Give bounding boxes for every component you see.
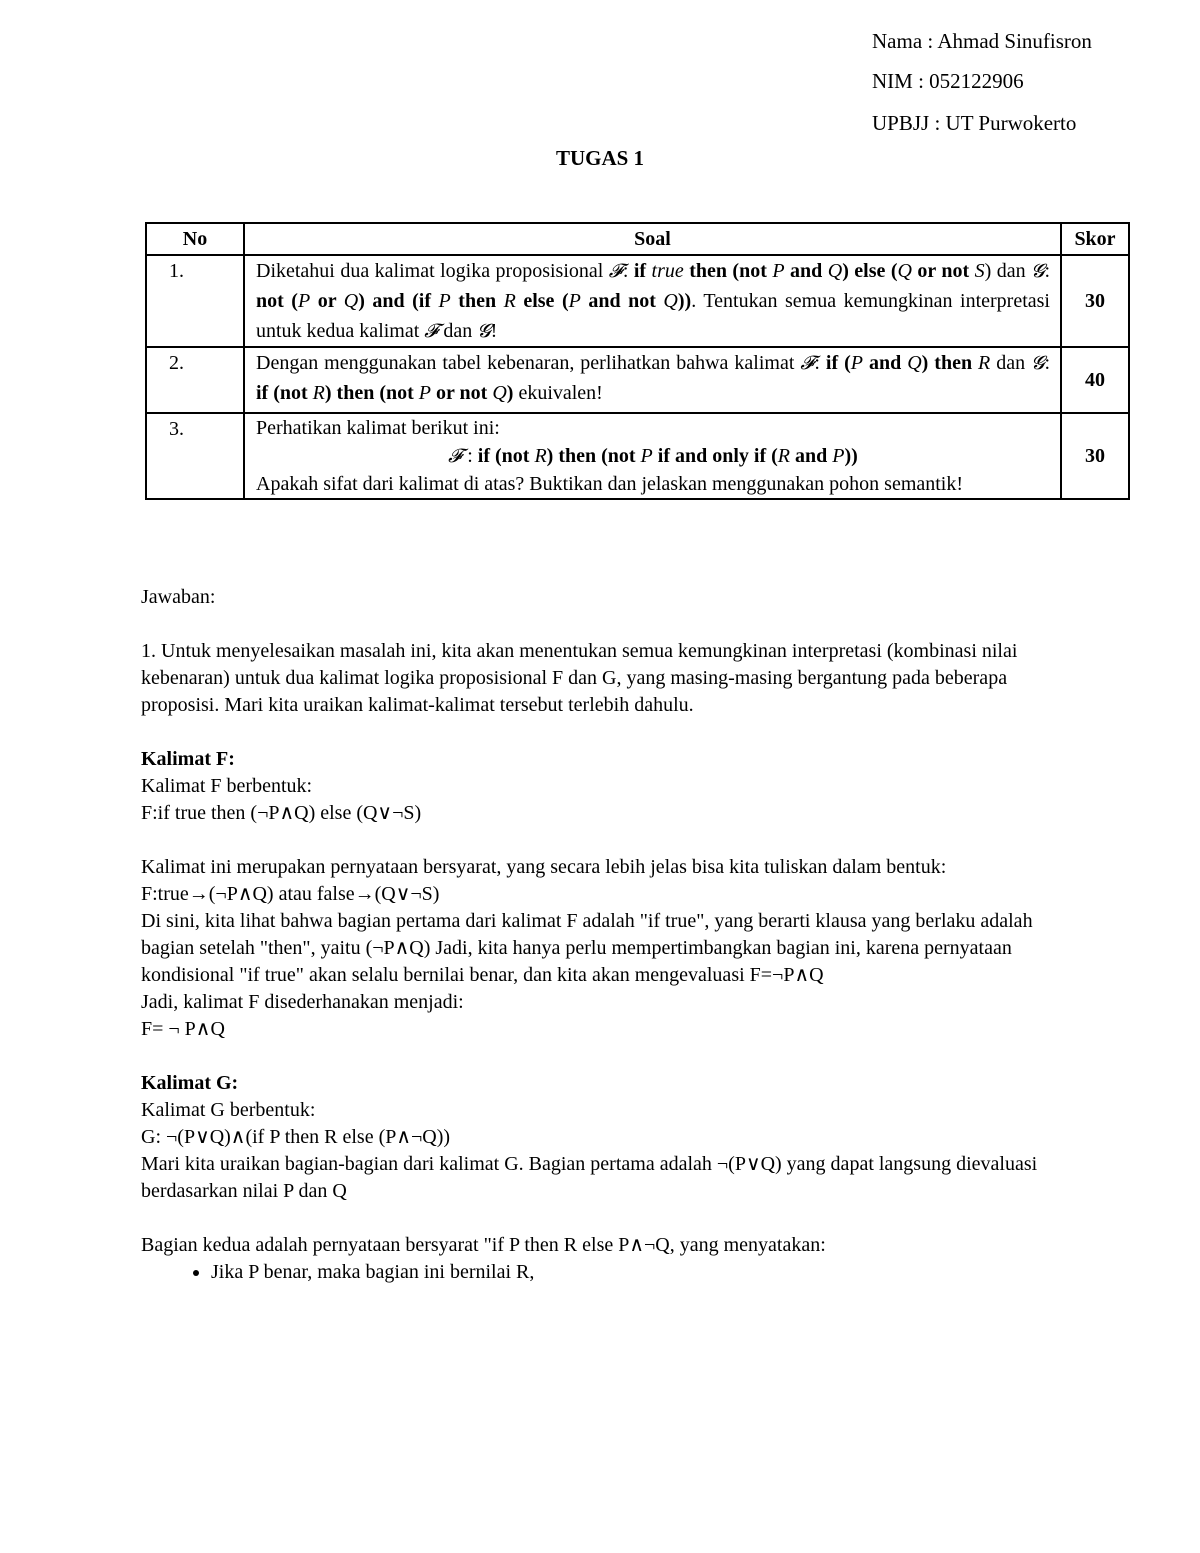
question-variable: Q <box>827 260 843 282</box>
question-text-segment: : <box>1044 352 1050 374</box>
score-cell: 40 <box>1061 347 1129 413</box>
question-keyword: ) and (if <box>358 290 439 312</box>
question-keyword: ) then <box>921 352 979 374</box>
question-text-segment: ) dan <box>984 260 1032 282</box>
formula-line: F:true→(¬P∧Q) atau false→(Q∨¬S) <box>141 883 440 905</box>
form-label: Jadi, kalimat F disederhanakan menjadi: <box>141 991 464 1013</box>
question-text <box>244 413 1061 499</box>
question-variable: P <box>438 290 451 312</box>
question-variable: R <box>534 445 547 467</box>
question-variable: Q <box>663 290 678 312</box>
question-keyword: if and only if ( <box>652 445 778 467</box>
question-keyword: ) then (not <box>546 445 641 467</box>
script-f-symbol: 𝓕 <box>608 260 623 282</box>
question-text-segment: dan <box>990 352 1032 374</box>
question-text-segment: ekuivalen! <box>513 382 603 404</box>
question-keyword: then <box>450 290 504 312</box>
form-label: Kalimat G berbentuk: <box>141 1099 316 1121</box>
question-keyword: or not <box>911 260 975 282</box>
question-variable: P <box>772 260 785 282</box>
row-number: 1. <box>146 255 244 347</box>
header-skor: Skor <box>1061 223 1129 255</box>
script-f-symbol: 𝓕 <box>448 445 463 467</box>
answer-paragraph: Mari kita uraikan bagian-bagian dari kalimat G. Bagian pertama adalah ¬(P∨Q) yang dapat langsung dievaluasi berdasarkan nilai P dan Q <box>141 1153 1038 1202</box>
question-variable: R <box>312 382 325 404</box>
question-keyword: ) <box>506 382 514 404</box>
page-title: TUGAS 1 <box>555 146 645 170</box>
question-text-segment: : <box>814 352 826 374</box>
list-item: • Jika P benar, maka bagian ini bernilai R, <box>211 1259 1051 1286</box>
question-keyword: then (not <box>683 260 773 282</box>
question-text-segment: ! <box>490 320 498 342</box>
bullet-list <box>141 1259 1051 1286</box>
header-no: No <box>146 223 244 255</box>
answer-paragraph: Di sini, kita lihat bahwa bagian pertama dari kalimat F adalah "if true", yang berarti klausa yang berlaku adalah bagian setelah "then", yaitu (¬P∧Q) Jadi, kita hanya perlu mempertimbangkan bagian ini, karena pernyataan kondisional "if true" akan selalu bernilai benar, dan kita akan mengevaluasi F=¬P∧Q <box>141 910 1033 986</box>
question-text-segment: Dengan menggunakan tabel kebenaran, perlihatkan bahwa kalimat <box>256 352 801 374</box>
answer-paragraph: 1. Untuk menyelesaikan masalah ini, kita akan menentukan semua kemungkinan interpretasi (kombinasi nilai kebenaran) untuk dua kalimat logika proposisional F dan G, yang masing-masing bergantung pada beberapa proposisi. Mari kita uraikan kalimat-kalimat tersebut terlebih dahulu. <box>141 640 1018 716</box>
question-variable: P <box>568 290 581 312</box>
row-number: 2. <box>146 347 244 413</box>
question-intro: Perhatikan kalimat berikut ini: <box>256 417 500 439</box>
table-row <box>146 347 1129 413</box>
question-variable: P <box>297 290 311 312</box>
question-keyword: and <box>784 260 828 282</box>
question-keyword: else ( <box>515 290 569 312</box>
question-text <box>244 255 1061 347</box>
question-text-segment: : <box>622 260 634 282</box>
question-variable: P <box>418 382 431 404</box>
table-row <box>146 413 1129 499</box>
question-keyword: if (not <box>477 445 535 467</box>
script-g-symbol: 𝓖 <box>1031 352 1045 374</box>
question-keyword: if ( <box>825 352 851 374</box>
question-table <box>145 222 1130 500</box>
question-keyword: not ( <box>256 290 298 312</box>
question-text <box>244 347 1061 413</box>
question-variable: P <box>640 445 653 467</box>
question-variable: Q <box>343 290 359 312</box>
question-keyword: or <box>310 290 344 312</box>
question-variable: Q <box>907 352 922 374</box>
answer-paragraph: Kalimat ini merupakan pernyataan bersyarat, yang secara lebih jelas bisa kita tuliskan dalam bentuk: <box>141 856 947 878</box>
answer-label: Jawaban: <box>141 586 216 608</box>
form-label: Kalimat F berbentuk: <box>141 775 313 797</box>
question-keyword: and <box>863 352 908 374</box>
question-variable: true <box>651 260 684 282</box>
student-name: Nama : Ahmad Sinufisron <box>872 29 1092 53</box>
table-row <box>146 255 1129 347</box>
question-text-segment: dan <box>438 320 478 342</box>
question-text-segment: : <box>462 445 478 467</box>
script-g-symbol: 𝓖 <box>477 320 491 342</box>
row-number: 3. <box>146 413 244 499</box>
question-keyword: or not <box>431 382 493 404</box>
question-variable: R <box>777 445 791 467</box>
student-nim: NIM : 052122906 <box>872 69 1024 93</box>
question-keyword: and <box>790 445 833 467</box>
formula-line: G: ¬(P∨Q)∧(if P then R else (P∧¬Q)) <box>141 1126 451 1148</box>
formula-line: F:if true then (¬P∧Q) else (Q∨¬S) <box>141 802 422 824</box>
score-cell: 30 <box>1061 255 1129 347</box>
section-heading-f: Kalimat F: <box>141 748 235 770</box>
script-f-symbol: 𝓕 <box>800 352 815 374</box>
question-keyword: )) <box>844 445 858 467</box>
header-soal: Soal <box>244 223 1061 255</box>
score-cell: 30 <box>1061 413 1129 499</box>
question-variable: Q <box>897 260 912 282</box>
answer-paragraph: Bagian kedua adalah pernyataan bersyarat "if P then R else P∧¬Q, yang menyatakan: <box>141 1234 826 1256</box>
question-text-segment: : <box>1044 260 1050 282</box>
section-heading-g: Kalimat G: <box>141 1072 239 1094</box>
question-variable: Q <box>492 382 507 404</box>
question-keyword: )) <box>677 290 692 312</box>
question-keyword: if <box>633 260 652 282</box>
question-variable: R <box>978 352 991 374</box>
question-text-segment: . Tentukan semua kemungkinan interpretasi untuk kedua kalimat <box>256 290 1050 342</box>
question-variable: S <box>974 260 985 282</box>
question-instruction: Apakah sifat dari kalimat di atas? Buktikan dan jelaskan menggunakan pohon semantik! <box>256 473 964 495</box>
question-variable: R <box>503 290 516 312</box>
question-keyword: and not <box>580 290 664 312</box>
formula-line: F= ¬ P∧Q <box>141 1018 225 1040</box>
question-formula <box>256 442 1050 470</box>
question-keyword: if (not <box>256 382 313 404</box>
question-keyword: ) else ( <box>842 260 898 282</box>
script-g-symbol: 𝓖 <box>1031 260 1045 282</box>
question-text-segment: Diketahui dua kalimat logika proposisional <box>256 260 609 282</box>
student-upbjj: UPBJJ : UT Purwokerto <box>872 111 1077 135</box>
table-header-row <box>146 223 1129 255</box>
question-keyword: ) then (not <box>324 382 419 404</box>
answer-section <box>141 584 1051 1286</box>
script-f-symbol: 𝓕 <box>424 320 439 342</box>
question-variable: P <box>850 352 863 374</box>
question-variable: P <box>832 445 845 467</box>
